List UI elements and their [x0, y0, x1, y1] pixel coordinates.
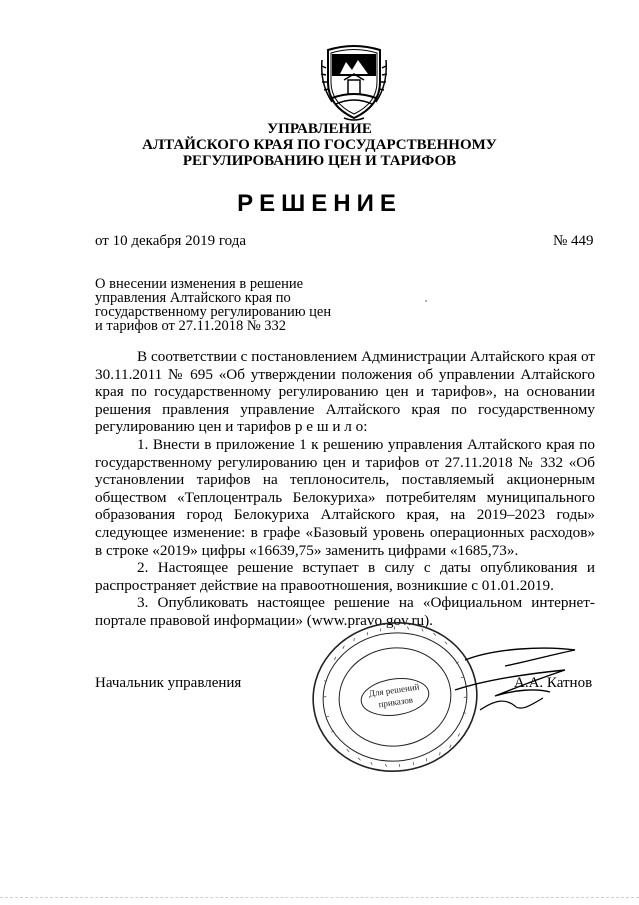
document-number: № 449 — [553, 233, 594, 249]
subject-line: и тарифов от 27.11.2018 № 332 — [95, 318, 287, 334]
coat-of-arms-emblem — [318, 40, 390, 122]
subject-line: О внесении изменения в решение — [95, 276, 304, 292]
signer-name: А.А. Катнов — [514, 675, 593, 691]
stamp-text-1: Для решений — [368, 681, 420, 699]
body-preamble: В соответствии с постановлением Администрации Алтайского края от 30.11.2011 № 695 «Об утверждении положения об управлении Алтайского края по государственному регулированию цен и тарифов», на основании решения правления управление Алтайского края по государственному регулированию цен и тарифов р е ш и л о: — [95, 348, 595, 436]
scan-footer-line — [0, 897, 639, 899]
org-name-line3: РЕГУЛИРОВАНИЮ ЦЕН И ТАРИФОВ — [182, 153, 457, 169]
org-name-line1: УПРАВЛЕНИЕ — [267, 121, 372, 137]
stamp-text-2: приказов — [377, 694, 414, 710]
document-date: от 10 декабря 2019 года — [95, 233, 247, 249]
handwritten-signature — [425, 640, 595, 720]
body-item-3: 3. Опубликовать настоящее решение на «Официальном интернет-портале правовой информации» (www.pravo.gov.ru). — [95, 594, 595, 629]
body-item-2: 2. Настоящее решение вступает в силу с даты опубликования и распространяет действие на правоотношения, возникшие с 01.01.2019. — [95, 559, 595, 594]
org-name-line2: АЛТАЙСКОГО КРАЯ ПО ГОСУДАРСТВЕННОМУ — [142, 137, 497, 153]
scan-speck — [425, 300, 427, 302]
subject-line: управления Алтайского края по — [95, 290, 291, 306]
subject-line: государственному регулированию цен — [95, 304, 332, 320]
document-type-title: РЕШЕНИЕ — [237, 190, 402, 217]
document-subject — [95, 277, 357, 333]
body-item-1: 1. Внести в приложение 1 к решению управления Алтайского края по государственному регулированию цен и тарифов от 27.11.2018 № 332 «Об установлении тарифов на теплоноситель, поставляемый акционерным обществом «Теплоцентраль Белокуриха» потребителям муниципального образования город Белокуриха Алтайского края, на 2019–2023 годы» следующее изменение: в графе «Базовый уровень операционных расходов» в строке «2019» цифры «16639,75» заменить цифрами «1685,73». — [95, 435, 595, 559]
signer-title: Начальник управления — [95, 675, 242, 691]
document-body — [95, 348, 595, 630]
